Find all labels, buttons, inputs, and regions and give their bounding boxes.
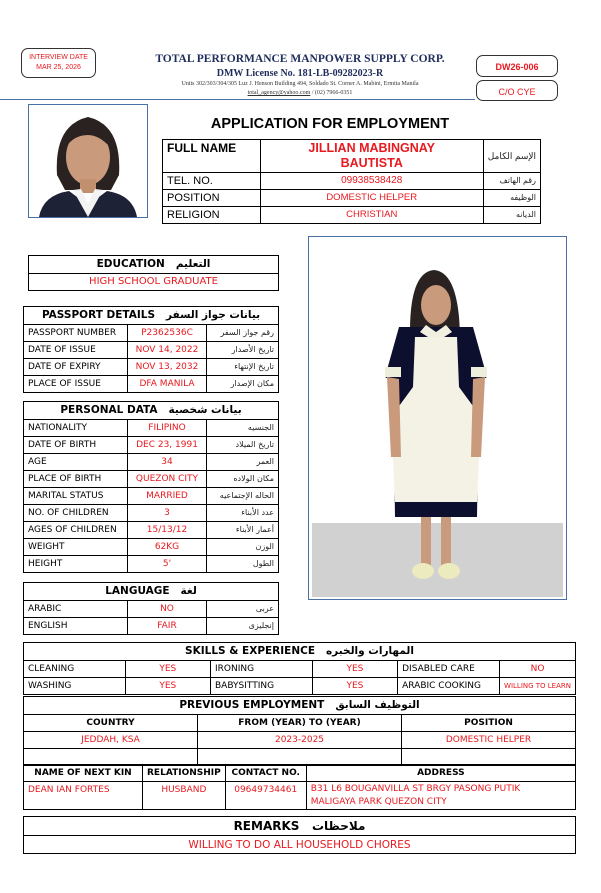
- passport-table: [23, 306, 279, 393]
- date-of-expiry-arabic: تاريخ الإنتهاء: [207, 359, 279, 376]
- column-header-relationship: RELATIONSHIP: [143, 765, 226, 782]
- interview-date-label: INTERVIEW DATE: [29, 54, 88, 61]
- remarks-title-en: REMARKS: [233, 818, 300, 833]
- table-row: [24, 697, 576, 715]
- table-row: [24, 732, 576, 749]
- column-header-years: FROM (YEAR) TO (YEAR): [198, 715, 402, 732]
- position-label: POSITION: [163, 190, 261, 207]
- religion-arabic: الديانه: [483, 207, 540, 224]
- full-name-arabic: الإسم الكامل: [483, 140, 540, 173]
- date-of-issue-value: NOV 14, 2022: [128, 342, 207, 359]
- weight-label: WEIGHT: [24, 539, 128, 556]
- date-of-issue-arabic: تاريخ الأصدار: [207, 342, 279, 359]
- company-name: TOTAL PERFORMANCE MANPOWER SUPPLY CORP.: [155, 53, 445, 65]
- company-phone: / (02) 7966-0351: [310, 90, 353, 96]
- education-value: HIGH SCHOOL GRADUATE: [29, 274, 279, 291]
- passport-title-ar: بيانات جواز السفر: [166, 309, 261, 321]
- table-row: [24, 505, 279, 522]
- skill-disabled-care-value: NO: [500, 661, 576, 678]
- religion-label: RELIGION: [163, 207, 261, 224]
- weight-value: 62KG: [128, 539, 207, 556]
- table-row: [29, 274, 279, 291]
- english-language-label: ENGLISH: [24, 618, 128, 635]
- kin-address-value: [306, 782, 575, 810]
- education-title-en: EDUCATION: [96, 258, 165, 270]
- nationality-label: NATIONALITY: [24, 420, 128, 437]
- table-row: [24, 749, 576, 766]
- previous-position-value: DOMESTIC HELPER: [402, 732, 576, 749]
- skills-title-en: SKILLS & EXPERIENCE: [185, 645, 316, 657]
- table-header-row: [24, 715, 576, 732]
- skill-cleaning-value: YES: [125, 661, 210, 678]
- date-of-birth-label: DATE OF BIRTH: [24, 437, 128, 454]
- reference-code: DW26-006: [495, 62, 539, 72]
- remarks-table: [23, 816, 576, 854]
- age-arabic: العمر: [207, 454, 279, 471]
- previous-years-value: 2023-2025: [198, 732, 402, 749]
- passport-number-value: P2362536C: [128, 325, 207, 342]
- table-row: [24, 402, 279, 420]
- skill-arabic-cooking-label: ARABIC COOKING: [398, 678, 500, 695]
- column-header-kin-name: NAME OF NEXT KIN: [24, 765, 143, 782]
- table-row: [24, 583, 279, 601]
- skills-table: [23, 642, 576, 695]
- marital-status-arabic: الحاله الإجتماعيه: [207, 488, 279, 505]
- place-of-birth-arabic: مكان الولاده: [207, 471, 279, 488]
- height-arabic: الطول: [207, 556, 279, 573]
- full-body-image: [309, 237, 566, 599]
- interview-date-value: MAR 25, 2026: [36, 64, 81, 71]
- interview-date-box: [21, 48, 96, 78]
- kin-address-line2: MALIGAYA PARK QUEZON CITY: [310, 797, 447, 807]
- table-row: [24, 420, 279, 437]
- table-header-row: [24, 765, 576, 782]
- place-of-issue-value: DFA MANILA: [128, 376, 207, 393]
- age-label: AGE: [24, 454, 128, 471]
- nationality-arabic: الجنسيه: [207, 420, 279, 437]
- table-row: [24, 678, 576, 695]
- personal-data-table: [23, 401, 279, 573]
- table-row: [163, 173, 541, 190]
- previous-country-empty: [24, 749, 198, 766]
- table-row: [24, 618, 279, 635]
- religion-value: CHRISTIAN: [260, 207, 483, 224]
- previous-employment-title: [24, 697, 576, 715]
- full-name-value: JILLIAN MABINGNAY BAUTISTA: [260, 140, 483, 173]
- table-row: [24, 325, 279, 342]
- table-row: [24, 522, 279, 539]
- applicant-headshot-photo: [28, 104, 148, 218]
- personal-data-title: [24, 402, 279, 420]
- education-title: [29, 256, 279, 274]
- skill-cleaning-label: CLEANING: [24, 661, 126, 678]
- passport-title-en: PASSPORT DETAILS: [41, 309, 156, 321]
- previous-employment-table: [23, 696, 576, 766]
- ages-of-children-label: AGES OF CHILDREN: [24, 522, 128, 539]
- table-row: [24, 539, 279, 556]
- previous-title-ar: التوظيف السابق: [335, 699, 420, 711]
- english-language-value: FAIR: [128, 618, 207, 635]
- date-of-issue-label: DATE OF ISSUE: [24, 342, 128, 359]
- english-language-arabic: إنجليزى: [207, 618, 279, 635]
- kin-address-line1: B31 L6 BOUGANVILLA ST BRGY PASONG PUTIK: [310, 784, 521, 794]
- next-of-kin-table: [23, 764, 576, 810]
- column-header-address: ADDRESS: [306, 765, 575, 782]
- position-value: DOMESTIC HELPER: [260, 190, 483, 207]
- skill-washing-label: WASHING: [24, 678, 126, 695]
- company-email[interactable]: total_agency@yahoo.com: [247, 90, 311, 96]
- arabic-language-label: ARABIC: [24, 601, 128, 618]
- table-row: [163, 140, 541, 173]
- place-of-issue-arabic: مكان الإصدار: [207, 376, 279, 393]
- education-title-ar: التعليم: [175, 258, 211, 270]
- license-number: DMW License No. 181-LB-09282023-R: [216, 68, 384, 79]
- table-row: [24, 376, 279, 393]
- previous-country-value: JEDDAH, KSA: [24, 732, 198, 749]
- age-value: 34: [128, 454, 207, 471]
- date-of-birth-arabic: تاريخ الميلاد: [207, 437, 279, 454]
- care-of-value: C/O CYE: [498, 87, 536, 97]
- previous-years-empty: [198, 749, 402, 766]
- company-contact: [110, 90, 490, 96]
- table-row: [24, 359, 279, 376]
- passport-title: [24, 307, 279, 325]
- skill-babysitting-value: YES: [312, 678, 397, 695]
- marital-status-label: MARITAL STATUS: [24, 488, 128, 505]
- tel-arabic: رقم الهاتف: [483, 173, 540, 190]
- language-title-en: LANGUAGE: [105, 585, 170, 597]
- date-of-birth-value: DEC 23, 1991: [128, 437, 207, 454]
- marital-status-value: MARRIED: [128, 488, 207, 505]
- arabic-language-arabic: عربى: [207, 601, 279, 618]
- ages-of-children-value: 15/13/12: [128, 522, 207, 539]
- table-row: [163, 207, 541, 224]
- height-value: 5': [128, 556, 207, 573]
- table-row: [24, 488, 279, 505]
- remarks-title: [24, 817, 576, 836]
- table-row: [24, 817, 576, 836]
- table-row: [24, 437, 279, 454]
- headshot-image: [29, 105, 147, 217]
- column-header-position: POSITION: [402, 715, 576, 732]
- ages-of-children-arabic: أعمار الأبناء: [207, 522, 279, 539]
- table-row: [24, 454, 279, 471]
- table-row: [24, 836, 576, 854]
- full-name-label: FULL NAME: [163, 140, 261, 173]
- column-header-contact: CONTACT NO.: [225, 765, 306, 782]
- height-label: HEIGHT: [24, 556, 128, 573]
- table-row: [24, 601, 279, 618]
- remarks-value: WILLING TO DO ALL HOUSEHOLD CHORES: [24, 836, 576, 854]
- previous-title-en: PREVIOUS EMPLOYMENT: [179, 699, 325, 711]
- skills-title: [24, 643, 576, 661]
- table-row: [24, 643, 576, 661]
- skill-ironing-label: IRONING: [211, 661, 313, 678]
- header-divider: [0, 99, 475, 100]
- applicant-full-body-photo: [308, 236, 567, 600]
- personal-title-en: PERSONAL DATA: [60, 404, 158, 416]
- table-row: [163, 190, 541, 207]
- no-of-children-value: 3: [128, 505, 207, 522]
- company-address: Units 302/303/304/305 Luz J. Henson Building 494, Soldado St. Corner A. Mabini, Ermita Manila: [181, 81, 419, 87]
- place-of-issue-label: PLACE OF ISSUE: [24, 376, 128, 393]
- table-row: [29, 256, 279, 274]
- reference-code-box: [476, 55, 558, 77]
- skill-babysitting-label: BABYSITTING: [211, 678, 313, 695]
- kin-contact-value: 09649734461: [225, 782, 306, 810]
- date-of-expiry-value: NOV 13, 2032: [128, 359, 207, 376]
- skill-ironing-value: YES: [312, 661, 397, 678]
- tel-label: TEL. NO.: [163, 173, 261, 190]
- kin-name-value: DEAN IAN FORTES: [24, 782, 143, 810]
- arabic-language-value: NO: [128, 601, 207, 618]
- table-row: [24, 342, 279, 359]
- language-table: [23, 582, 279, 635]
- remarks-title-ar: ملاحظات: [311, 818, 366, 833]
- nationality-value: FILIPINO: [128, 420, 207, 437]
- personal-title-ar: بيانات شخصية: [168, 404, 242, 416]
- skill-arabic-cooking-value: WILLING TO LEARN: [500, 678, 576, 695]
- passport-number-arabic: رقم جواز السفر: [207, 325, 279, 342]
- no-of-children-arabic: عدد الأبناء: [207, 505, 279, 522]
- date-of-expiry-label: DATE OF EXPIRY: [24, 359, 128, 376]
- column-header-country: COUNTRY: [24, 715, 198, 732]
- kin-relationship-value: HUSBAND: [143, 782, 226, 810]
- table-row: [24, 782, 576, 810]
- table-row: [24, 556, 279, 573]
- table-row: [24, 307, 279, 325]
- language-title-ar: لغة: [180, 585, 197, 597]
- main-info-table: [162, 139, 541, 224]
- page-title: APPLICATION FOR EMPLOYMENT: [210, 116, 450, 132]
- education-table: [28, 255, 279, 291]
- skill-disabled-care-label: DISABLED CARE: [398, 661, 500, 678]
- skills-title-ar: المهارات والخبره: [325, 645, 414, 657]
- table-row: [24, 471, 279, 488]
- passport-number-label: PASSPORT NUMBER: [24, 325, 128, 342]
- weight-arabic: الوزن: [207, 539, 279, 556]
- no-of-children-label: NO. OF CHILDREN: [24, 505, 128, 522]
- place-of-birth-value: QUEZON CITY: [128, 471, 207, 488]
- position-arabic: الوظيفه: [483, 190, 540, 207]
- place-of-birth-label: PLACE OF BIRTH: [24, 471, 128, 488]
- skill-washing-value: YES: [125, 678, 210, 695]
- table-row: [24, 661, 576, 678]
- previous-position-empty: [402, 749, 576, 766]
- language-title: [24, 583, 279, 601]
- tel-value: 09938538428: [260, 173, 483, 190]
- care-of-box: [476, 80, 558, 101]
